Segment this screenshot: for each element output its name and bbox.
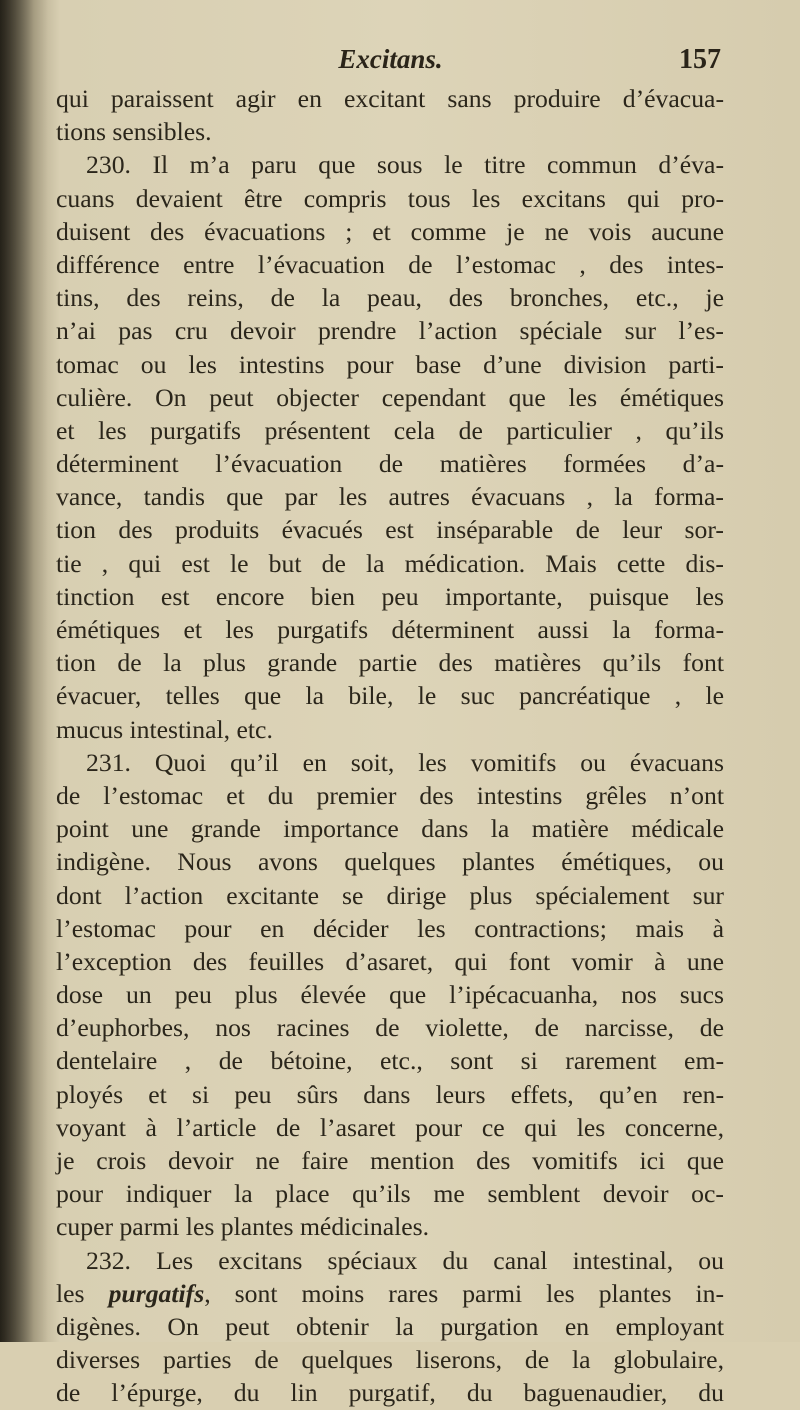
text-line: déterminent l’évacuation de matières formées d’a- [56,449,724,479]
text-line: cuper parmi les plantes médicinales. [56,1212,430,1242]
text-line: et les purgatifs présentent cela de particulier , qu’ils [56,415,724,445]
text-line: cuans devaient être compris tous les excitans qui pro- [56,183,724,213]
text-line: tinction est encore bien peu importante, puisque les [56,581,724,611]
text-line-with-italic [56,1277,724,1310]
text-line: tion des produits évacués est inséparable de leur sor- [56,515,724,545]
text-line: tions sensibles. [56,117,212,147]
page-header [58,44,723,84]
text-line: mucus intestinal, etc. [56,714,273,744]
text-line: ployés et si peu sûrs dans leurs effets, qu’en ren- [56,1079,724,1109]
text-line: digènes. On peut obtenir la purgation en employant [56,1311,724,1341]
text-line: tion de la plus grande partie des matières qu’ils font [56,648,724,678]
running-title: Excitans. [338,44,443,74]
text-line: l’exception des feuilles d’asaret, qui font vomir à une [56,946,724,976]
paragraph-230-start: 230. Il m’a paru que sous le titre commun d’éva- [86,150,724,180]
text-line: différence entre l’évacuation de l’estomac , des intes- [56,249,724,279]
text-line: dentelaire , de bétoine, etc., sont si rarement em- [56,1046,724,1076]
text-line: je crois devoir ne faire mention des vomitifs ici que [56,1146,724,1175]
text-line: diverses parties de quelques liserons, de la globulaire, [56,1345,724,1375]
text-line: vance, tandis que par les autres évacuans , la forma- [56,482,724,512]
body-text [56,82,724,1410]
text-line: point une grande importance dans la matière médicale [56,814,724,844]
text-line: duisent des évacuations ; et comme je ne vois aucune [56,216,724,246]
page-number: 157 [679,44,721,75]
text-line: n’ai pas cru devoir prendre l’action spéciale sur l’es- [56,316,724,346]
text-line: pour indiquer la place qu’ils me semblent devoir oc- [56,1179,724,1209]
text-line: dose un peu plus élevée que l’ipécacuanha, nos sucs [56,980,724,1010]
text-line: dont l’action excitante se dirige plus spécialement sur [56,880,724,910]
text-line: tie , qui est le but de la médication. Mais cette dis- [56,548,724,578]
binding-gutter [0,0,48,1342]
text-line: voyant à l’article de l’asaret pour ce qui les concerne, [56,1112,724,1142]
text-fragment: les [56,1278,109,1308]
italic-term-purgatifs: purgatifs [108,1278,205,1308]
text-line: d’euphorbes, nos racines de violette, de narcisse, de [56,1013,724,1043]
text-line: évacuer, telles que la bile, le suc pancréatique , le [56,681,724,711]
text-line: de l’épurge, du lin purgatif, du baguenaudier, du [56,1378,724,1408]
text-line: tins, des reins, de la peau, des bronches, etc., je [56,283,724,313]
text-line: tomac ou les intestins pour base d’une division parti- [56,349,724,379]
paragraph-231-start: 231. Quoi qu’il en soit, les vomitifs ou évacuans [86,747,724,777]
text-line: l’estomac pour en décider les contractions; mais à [56,913,724,943]
text-line: culière. On peut objecter cependant que les émétiques [56,382,724,412]
text-fragment: , sont moins rares parmi les plantes in- [204,1278,724,1308]
text-line: de l’estomac et du premier des intestins grêles n’ont [56,780,724,810]
paragraph-232-start: 232. Les excitans spéciaux du canal intestinal, ou [86,1245,724,1275]
text-line: indigène. Nous avons quelques plantes émétiques, ou [56,847,724,877]
text-line: qui paraissent agir en excitant sans produire d’évacua- [56,84,724,113]
text-line: émétiques et les purgatifs déterminent aussi la forma- [56,615,724,644]
